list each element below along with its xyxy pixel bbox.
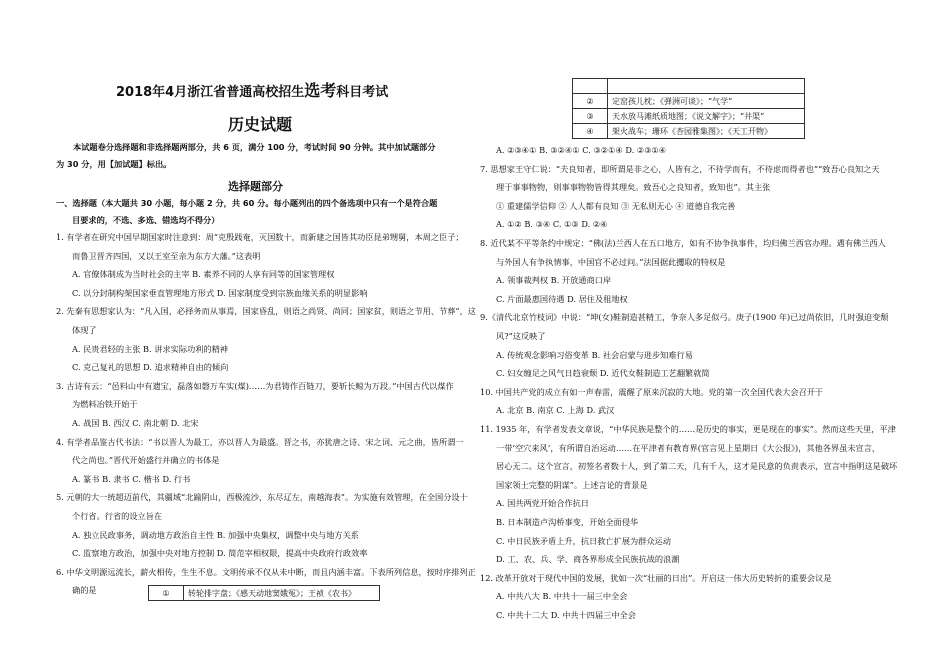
text-line: 确的是: [72, 585, 97, 596]
table-cell-number: ②: [573, 94, 608, 109]
text-line: ① 重建儒学信仰 ② 人人都有良知 ③ 无私则无心 ④ 道德自我完善: [496, 200, 736, 211]
text-line: A. 国共两党开始合作抗日: [496, 498, 589, 509]
table-cell-number: ①: [149, 586, 184, 601]
text-line: A. 官僚体制成为当时社会的主宰 B. 素养不同的人享有同等的国家管理权: [72, 269, 335, 280]
text-line: A. 战国 B. 西汉 C. 南北朝 D. 北宋: [72, 418, 199, 428]
text-line: 一带‘空穴来风’，有所谓自治运动……在平津者有教育界(官言见上星期日《大公报》)，其他各界虽未宣言，: [496, 442, 881, 453]
text-line: 个行省。行省的设立旨在: [72, 511, 163, 521]
text-line: C. 片面最惠国待遇 D. 居住及租地权: [496, 293, 628, 304]
order-table-rows: [572, 78, 805, 139]
text-line: A. 领事裁判权 B. 开放通商口岸: [496, 275, 612, 286]
intro-line-2: 为 30 分，用【加试题】标出。: [56, 159, 172, 169]
text-line: C. 监察地方政治，加强中央对地方控制 D. 简范宰相权限，提高中央政府行政效率: [72, 548, 368, 559]
text-line: C. 中日民族矛盾上升，抗日救亡扩展为群众运动: [496, 535, 671, 546]
table-cell-number: [573, 79, 608, 94]
subject-title: 历史试题: [228, 115, 293, 134]
text-line: 风?”这反映了: [496, 331, 546, 341]
table-cell-text: 定窑孩儿枕；《弹洲可谈》；“气学”: [608, 94, 805, 109]
table-cell-text: 天水放马滩纸质地图；《说文解字》；“井渠”: [608, 109, 805, 124]
text-line: A. 篆书 B. 隶书 C. 楷书 D. 行书: [72, 473, 191, 484]
text-line: 国家领土完整的阴谋”。上述言论的背景是: [496, 479, 648, 490]
text-line: 7. 思想家王守仁说：“夫良知者，即所谓是非之心，人皆有之，不待学而有，不待虑而得者也”“致吾心良知之天: [480, 163, 880, 174]
order-table-row1: [148, 585, 380, 601]
text-line: C. 妇女缠足之风气日趋衰颓 D. 近代女鞋制造工艺翻繁就简: [496, 368, 710, 379]
text-line: A. 民贵君轻的主张 B. 讲求实际功利的精神: [72, 343, 228, 354]
text-line: 居心无二。这个宣言，初签名者数十人，到了第二天，几有千人，这才是民意的负责表示，宣言中指明这是破坏: [496, 461, 898, 472]
text-line: 6. 中华文明源远流长，薪火相传，生生不息。文明传承不仅从未中断，而且内涵丰富。下表所列信息，按时序排列正: [56, 566, 476, 577]
table-cell-text: [608, 79, 805, 94]
part-heading-1: 一、选择题（本大题共 30 小题，每小题 2 分，共 60 分。每小题列出的四个备选项中只有一个是符合题: [56, 198, 438, 208]
text-line: 体现了: [72, 325, 97, 335]
text-line: A. 北京 B. 南京 C. 上海 D. 武汉: [496, 405, 615, 416]
text-line: A. ②③④① B. ③②④① C. ③②①④ D. ②③①④: [496, 145, 667, 155]
text-line: C. 克己复礼的思想 D. 追求精神自由的倾向: [72, 362, 229, 373]
table-cell-number: ④: [573, 124, 608, 139]
section-heading: 选择题部分: [228, 180, 283, 193]
exam-title: 2018年4月浙江省普通高校招生选考科目考试: [116, 81, 389, 100]
text-line: A. ①② B. ③④ C. ①③ D. ②④: [496, 219, 608, 230]
text-line: A. 中共八大 B. 中共十一届三中全会: [496, 591, 628, 602]
text-line: 理于事事物物，则事事物物皆得其理矣。致吾心之良知者，致知也”。其主张: [496, 182, 771, 193]
table-cell-number: ③: [573, 109, 608, 124]
text-line: A. 独立民政事务，调动地方政治自主性 B. 加强中央集权，调整中央与地方关系: [72, 529, 359, 540]
text-line: 11. 1935 年，有学者发表文章说，“中华民族是整个的……是历史的事实，更是现在的事实”。然而这些天里，平津: [480, 424, 896, 434]
text-line: B. 日本制造卢沟桥事变，开始全面侵华: [496, 517, 639, 527]
text-line: 而鲁卫晋齐四国，又以王室至亲为东方大藩。”这表明: [72, 250, 261, 261]
text-line: 9.《清代北京竹枝词》中说：“坤(女)鞋制造甚精工，争奈人多足似弓。庚子(1900 年)已过尚依旧，几时强迫变颓: [480, 312, 889, 323]
text-line: D. 工、农、兵、学、商各界形成全民族抗战的浪潮: [496, 554, 680, 565]
intro-line-1: 本试题卷分选择题和非选择题两部分，共 6 页，满分 100 分，考试时间 90 分钟。其中加试题部分: [73, 142, 436, 152]
text-line: 8. 近代某不平等条约中规定：“佛(法)兰西人在五口地方，如有不协争执事件，均归佛兰西官办理。遇有佛兰西人: [480, 238, 886, 248]
text-line: C. 中共十二大 D. 中共十四届三中全会: [496, 610, 636, 620]
text-line: 12. 改革开放对于现代中国的发展，犹如一次“壮丽的日出”。开启这一伟大历史转折的重要会议是: [480, 572, 832, 583]
text-line: 5. 元朝的大一统超迈前代，其疆域“北踰阴山，西极流沙，东尽辽左，南越海表”。为实施有效管理，在全国分设十: [56, 492, 468, 503]
text-line: 与外国人有争执情事，中国官不必过问。”法国据此攫取的特权是: [496, 256, 726, 267]
text-line: C. 以分封制构架国家垂直管理地方形式 D. 国家制度受到宗族血缘关系的明显影响: [72, 287, 368, 298]
text-line: 4. 有学者品鉴古代书法：“书以晋人为最工，亦以晋人为最盛。晋之书，亦犹唐之诗、宋之词、元之曲，皆所谓一: [56, 436, 464, 447]
table-cell-text: 转轮排字盘；《感天动地窦娥冤》；王祯《农书》: [184, 586, 380, 601]
text-line: 2. 先秦有思想家认为：“凡入国，必择务而从事焉，国家昏乱，则语之尚贤、尚同；国家贫，则语之节用、节葬”，这: [56, 306, 476, 317]
text-line: A. 传统观念影响习俗变革 B. 社会启蒙与进步知难行易: [496, 349, 693, 360]
text-line: 3. 古诗有云：“邑料山中有遗宝，磊落如磐万车实(煤)……为君铸作百链刀，要斩长鲸为万段。”中国古代以煤作: [56, 380, 454, 391]
text-line: 为燃料冶铁开始于: [72, 399, 138, 410]
text-line: 10. 中国共产党的成立有如一声春雷，震醒了原来沉寂的大地。党的第一次全国代表大会召开于: [480, 386, 824, 397]
text-line: 代之尚也。”晋代开始盛行并确立的书体是: [72, 455, 220, 466]
table-cell-text: 架火战车；珊环《杏园雅集图》；《天工开物》: [608, 124, 805, 139]
text-line: 1. 有学者在研究中国早期国家时注意到：周“克殷践奄，灭国数十，而新建之国皆其功臣昆弟甥舅，本周之臣子；: [56, 232, 464, 242]
part-heading-2: 目要求的，不选、多选、错选均不得分）: [72, 215, 220, 225]
